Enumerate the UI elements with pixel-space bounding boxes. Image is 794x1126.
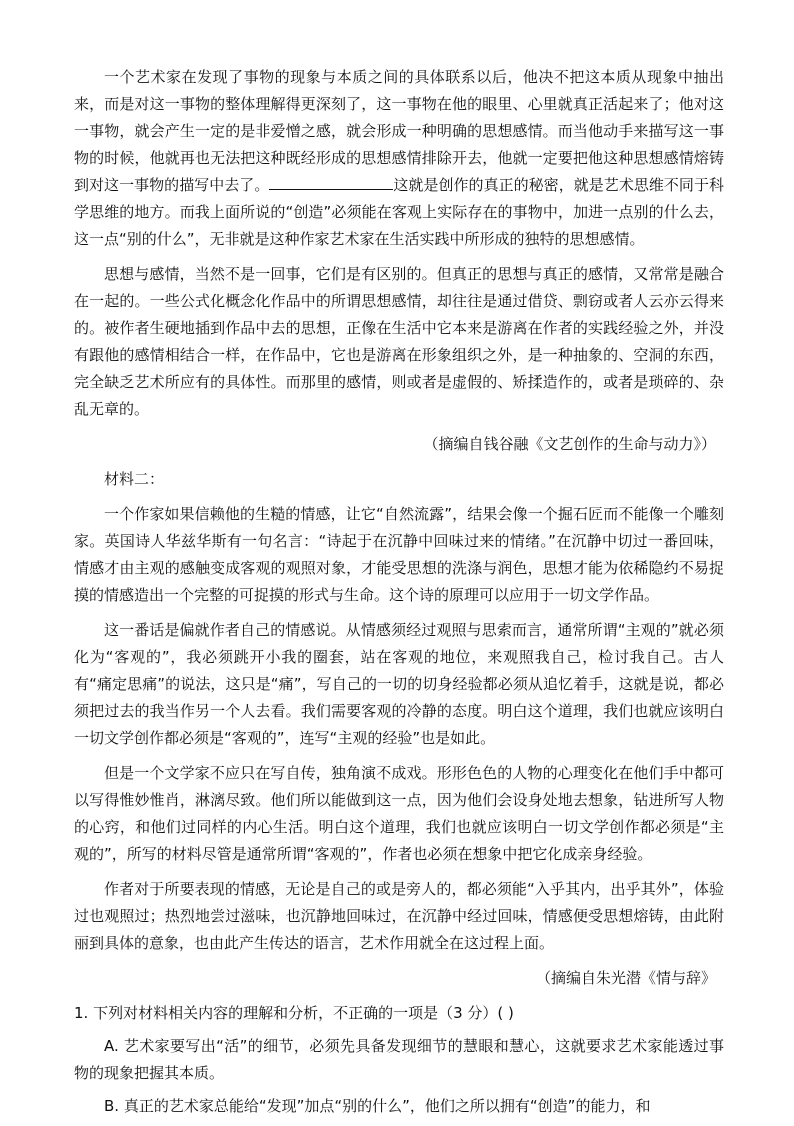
material-2-paragraph-1: 一个作家如果信赖他的生糙的情感，让它“自然流露”，结果会像一个掘石匠而不能像一个雕刻家。英国诗人华兹华斯有一句名言：“诗起于在沉静中回味过来的情绪。”在沉静中切过一番回味，情感才由主观的感触变成客观的观照对象，才能受思想的洗涤与润色，思想才能为依稀隐约不易捉摸的情感造出一个完整的可捉摸的形式与生命。这个诗的原理可以应用于一切文学作品。 [74, 505, 724, 604]
source-citation-2: （摘编自朱光潜《情与辞》 [535, 969, 716, 987]
material-1-paragraph-1-text: 一个艺术家在发现了事物的现象与本质之间的具体联系以后，他决不把这本质从现象中抽出来，而是对这一事物的整体理解得更深刻了，这一事物在他的眼里、心里就真正活起来了；他对这一事物，就会产生一定的是非爱憎之感，就会形成一种明确的思想感情。而当他动手来描写这一事物的时候，他就再也无法把这种既经形成的思想感情排除开去，他就一定要把他这种思想感情熔铸到对这一事物的描写中去了。 [74, 68, 724, 194]
option-b[interactable]: B. 真正的艺术家总能给“发现”加点“别的什么”，他们之所以拥有“创造”的能力，和 [104, 1097, 651, 1115]
material-2-paragraph-4: 作者对于所要表现的情感，无论是自己的或是旁人的，都必须能“入乎其内，出乎其外”，体验过也观照过；热烈地尝过滋味，也沉静地回味过，在沉静中经过回味，情感便受思想熔铸，由此附丽到具体的意象，也由此产生传达的语言，艺术作用就全在这过程上面。 [74, 880, 724, 952]
material-2-paragraph-3: 但是一个文学家不应只在写自传，独角演不成戏。形形色色的人物的心理变化在他们手中都可以写得惟妙惟肖，淋漓尽致。他们所以能做到这一点，因为他们会设身处地去想象，钻进所写人物的心窍，和他们过同样的内心生活。明白这个道理，我们也就应该明白一切文学创作都必须是“主观的”，所写的材料尽管是通常所谓“客观的”，作者也必须在想象中把它化成亲身经验。 [74, 764, 724, 863]
material-2-paragraph-2: 这一番话是偏就作者自己的情感说。从情感须经过观照与思索而言，通常所谓“主观的”就必须化为“客观的”，我必须跳开小我的圈套，站在客观的地位，来观照我自己，检讨我自己。古人有“痛定思痛”的说法，这只是“痛”，写自己的一切的切身经验都必须从追忆着手，这就是说，都必须把过去的我当作另一个人去看。我们需要客观的冷静的态度。明白这个道理，我们也就应该明白一切文学创作都必须是“客观的”，连写“主观的经验”也是如此。 [74, 621, 724, 747]
document-page [74, 64, 724, 1126]
material-1-paragraph-1-continued: 这就是创作的真正的秘密，就是艺术思维不同于科学思维的地方。而我上面所说的“创造”必须能在客观上实际存在的事物中，加进一点别的什么去，这一点“别的什么”，无非就是这种作家艺术家在生活实践中所形成的独特的思想感情。 [74, 176, 724, 248]
question-1: 1. 下列对材料相关内容的理解和分析，不正确的一项是（3 分）( ) [74, 1004, 514, 1022]
answer-blank[interactable] [269, 174, 393, 190]
option-a[interactable]: A. 艺术家要写出“活”的细节，必须先具备发现细节的慧眼和慧心，这就要求艺术家能透过事物的现象把握其本质。 [74, 1037, 724, 1082]
material-2-label: 材料二： [104, 470, 165, 488]
source-citation-1: （摘编自钱谷融《文艺创作的生命与动力》） [423, 435, 716, 453]
material-1-paragraph-1 [74, 64, 724, 253]
material-1-paragraph-2: 思想与感情，当然不是一回事，它们是有区别的。但真正的思想与真正的感情，又常常是融合在一起的。一些公式化概念化作品中的所谓思想感情，却往往是通过借贷、剽窃或者人云亦云得来的。被作者生硬地插到作品中去的思想，正像在生活中它本来是游离在作者的实践经验之外，并没有跟他的感情相结合一样，在作品中，它也是游离在形象组织之外，是一种抽象的、空洞的东西，完全缺乏艺术所应有的具体性。而那里的感情，则或者是虚假的、矫揉造作的，或者是琐碎的、杂乱无章的。 [74, 265, 724, 418]
